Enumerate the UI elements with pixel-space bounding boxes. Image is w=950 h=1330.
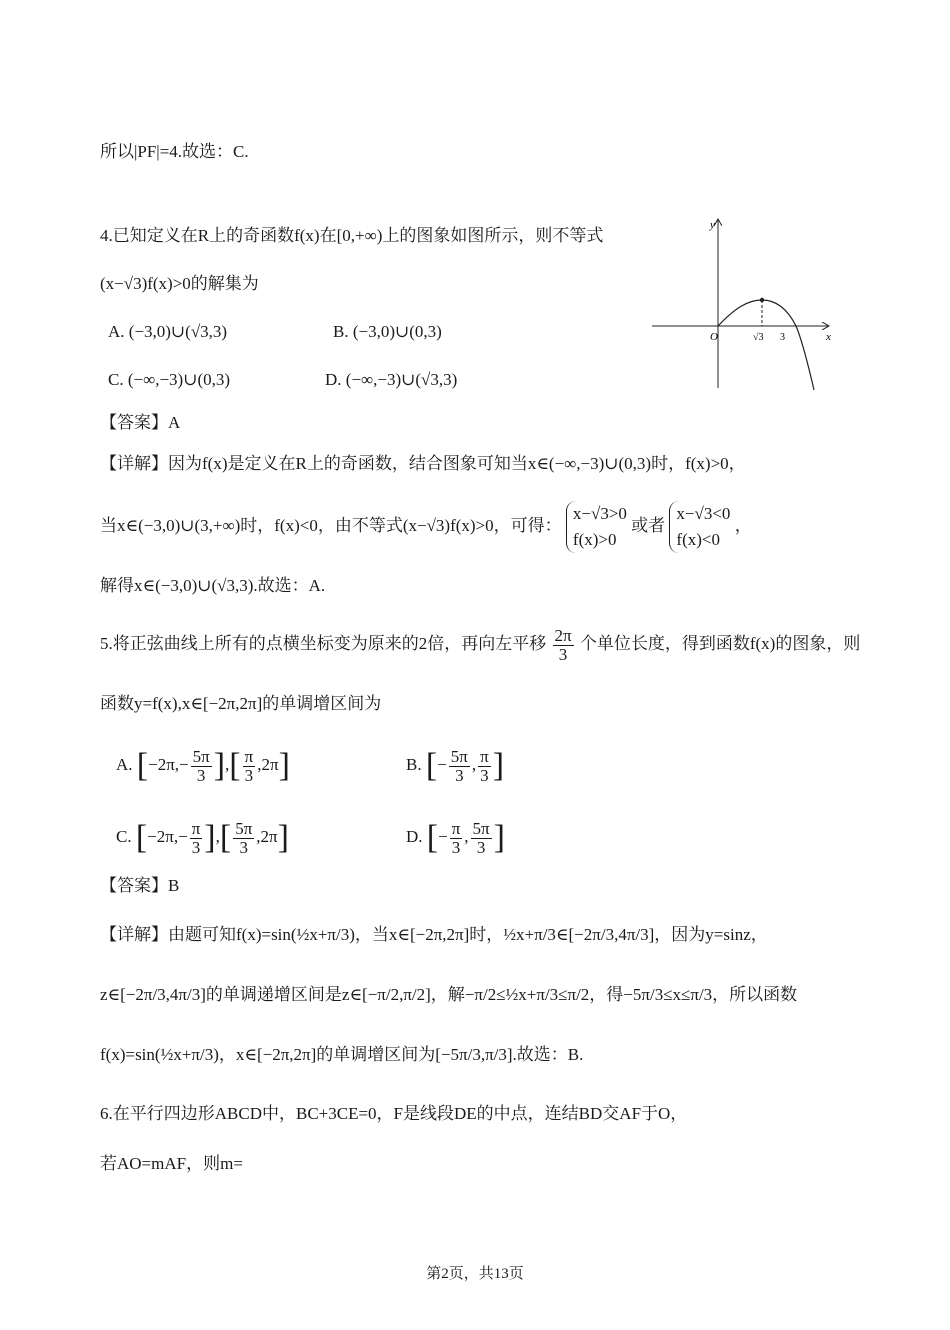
q4-detail-line-1 — [100, 452, 746, 476]
q4-option-b-text: B. (−3,0)∪(0,3) — [333, 322, 442, 341]
q4-option-d-text: D. (−∞,−3)∪(√3,3) — [325, 370, 458, 389]
q4-detail-text-3: 解得x∈(−3,0)∪(√3,3).故选：A. — [100, 576, 326, 595]
tick-3-label: 3 — [780, 332, 785, 343]
origin-label: O — [710, 331, 718, 343]
q5-stem-line-2 — [100, 692, 381, 716]
function-curve — [718, 300, 814, 390]
fraction-numerator: 2π — [554, 625, 572, 645]
q4-stem-text-2: (x−√3)f(x)>0的解集为 — [100, 274, 259, 293]
q5-detail-text-2: z∈[−2π/3,4π/3]的单调递增区间是z∈[−π/2,π/2]，解−π/2≤½x+π/3≤π/2，得−5π/3≤x≤π/3，所以函数 — [100, 985, 798, 1004]
q5-option-d: D. [− $\frac{\pi}{3}$ , $\frac{5\pi}{3}$ ] — [406, 818, 505, 857]
q4-function-graph — [650, 212, 840, 394]
q5-option-b-label: B. — [406, 755, 422, 774]
q5-detail-line-2 — [100, 978, 797, 1012]
page-footer — [0, 1262, 950, 1283]
q5-stem-line-1 — [100, 622, 860, 666]
system2-row1: x−√3<0 — [676, 504, 731, 524]
q4-option-a-text: A. (−3,0)∪(√3,3) — [108, 322, 228, 341]
x-axis-label: x — [826, 331, 831, 343]
q4-option-b — [333, 320, 442, 344]
previous-answer-line — [100, 140, 249, 164]
q5-answer-text: 【答案】B — [100, 876, 180, 895]
q4-detail-line-2: 当x∈(−3,0)∪(3,+∞)时，f(x)<0，由不等式(x−√3)f(x)>0，可得： x−√3>0 f(x)>0 或者 x−√3<0 f(x)<0 ， — [100, 496, 752, 556]
q4-detail-text-1: 【详解】因为f(x)是定义在R上的奇函数，结合图象可知当x∈(−∞,−3)∪(0,3)时，f(x)>0， — [100, 454, 746, 473]
q5-option-b: B. [− $\frac{5\pi}{3}$ , $\frac{\pi}{3}$ ] — [406, 746, 505, 785]
q5-answer — [100, 874, 179, 898]
q5-stem-text-2: 函数y=f(x),x∈[−2π,2π]的单调增区间为 — [100, 694, 382, 713]
q5-detail-line-3 — [100, 1038, 583, 1072]
q4-or-text: 或者 — [631, 516, 666, 535]
q5-option-d-label: D. — [406, 827, 423, 846]
q4-stem-line-1 — [100, 224, 603, 248]
q5-option-c-label: C. — [116, 827, 132, 846]
q4-option-d — [325, 368, 457, 392]
q5-stem-text-1b: 个单位长度，得到函数f(x)的图象，则 — [579, 634, 861, 653]
q6-stem-text-2: 若AO=mAF，则m= — [100, 1154, 243, 1173]
q4-detail-line-3 — [100, 574, 325, 598]
q5-option-a-label: A. — [116, 755, 133, 774]
q5-stem-text-1a: 5.将正弦曲线上所有的点横坐标变为原来的2倍，再向左平移 — [100, 634, 547, 653]
q4-stem-line-2 — [100, 272, 259, 296]
q4-option-a — [108, 320, 227, 344]
tick-sqrt3-label: √3 — [753, 332, 764, 343]
q4-inequality-system-2 — [669, 501, 730, 553]
system1-row2: f(x)>0 — [572, 530, 617, 550]
q5-detail-text-1: 【详解】由题可知f(x)=sin(½x+π/3)，当x∈[−2π,2π]时，½x+π/3∈[−2π/3,4π/3]，因为y=sinz， — [100, 925, 768, 944]
q4-answer-text: 【答案】A — [100, 413, 181, 432]
q6-stem-text-1: 6.在平行四边形ABCD中，BC+3CE=0，F是线段DE的中点，连结BD交AF于O， — [100, 1104, 688, 1123]
q6-stem-line-2 — [100, 1152, 243, 1176]
previous-answer-text: 所以|PF|=4.故选：C. — [100, 142, 249, 161]
q5-detail-line-1 — [100, 918, 768, 952]
page-number: 第2页，共13页 — [426, 1266, 524, 1282]
q5-option-a: A. [−2π,− $\frac{5\pi}{3}$ ],[ $\frac{\pi}{3}$ ,2π] — [116, 746, 290, 785]
q4-inequality-system-1 — [566, 501, 627, 553]
q5-detail-text-3: f(x)=sin(½x+π/3)，x∈[−2π,2π]的单调增区间为[−5π/3,π/3].故选：B. — [100, 1045, 584, 1064]
q5-option-c: C. [−2π,− $\frac{\pi}{3}$ ],[ $\frac{5\pi}{3}$ ,2π] — [116, 818, 289, 857]
q4-answer — [100, 411, 180, 435]
q5-shift-fraction — [553, 627, 574, 664]
q4-detail-text-2: 当x∈(−3,0)∪(3,+∞)时，f(x)<0，由不等式(x−√3)f(x)>0，可得： — [100, 516, 562, 535]
q6-stem-line-1 — [100, 1102, 687, 1126]
max-point — [760, 298, 764, 302]
q4-stem-text-1: 4.已知定义在R上的奇函数f(x)在[0,+∞)上的图象如图所示，则不等式 — [100, 226, 604, 245]
system2-row2: f(x)<0 — [676, 530, 720, 550]
q4-option-c — [108, 368, 230, 392]
q4-option-c-text: C. (−∞,−3)∪(0,3) — [108, 370, 231, 389]
system1-row1: x−√3>0 — [572, 504, 627, 524]
fraction-denominator: 3 — [558, 644, 568, 664]
y-axis-label: y — [710, 219, 715, 231]
